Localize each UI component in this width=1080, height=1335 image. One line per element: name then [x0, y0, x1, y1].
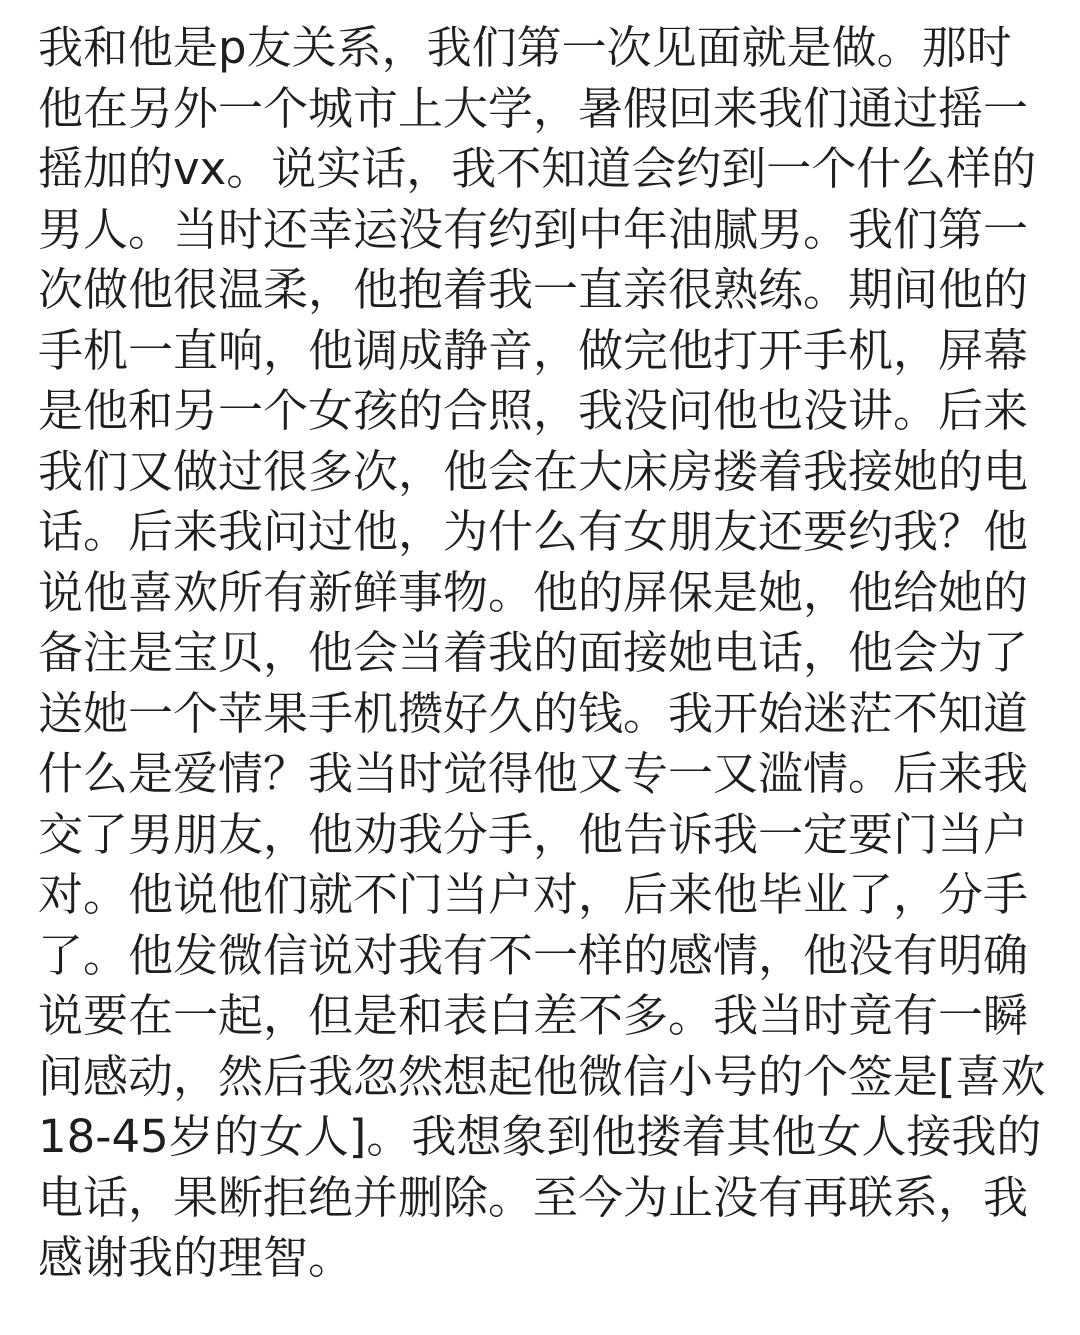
text-line: 交了男朋友，他劝我分手，他告诉我一定要门当户 [38, 807, 1029, 861]
text-line: 送她一个苹果手机攒好久的钱。我开始迷茫不知道 [38, 686, 1029, 740]
text-line: 我们又做过很多次，他会在大床房搂着我接她的电 [38, 444, 1029, 498]
text-line: 电话，果断拒绝并删除。至今为止没有再联系，我 [38, 1170, 1029, 1224]
text-line: 次做他很温柔，他抱着我一直亲很熟练。期间他的 [38, 263, 1029, 316]
text-line: 说要在一起，但是和表白差不多。我当时竟有一瞬 [38, 989, 1029, 1042]
text-line: 说他喜欢所有新鲜事物。他的屏保是她，他给她的 [38, 565, 1029, 619]
text-line: 我和他是p友关系，我们第一次见面就是做。那时 [38, 21, 1012, 74]
text-line: 是他和另一个女孩的合照，我没问他也没讲。后来 [38, 384, 1029, 437]
text-line: 18-45岁的女人]。我想象到他搂着其他女人接我的 [38, 1110, 1042, 1163]
text-line: 了。他发微信说对我有不一样的感情，他没有明确 [38, 928, 1029, 982]
text-line: 什么是爱情？我当时觉得他又专一又滥情。后来我 [38, 747, 1029, 800]
text-line: 手机一直响，他调成静音，做完他打开手机，屏幕 [38, 323, 1029, 377]
post-text-block [38, 18, 1048, 1289]
text-line: 感谢我的理智。 [38, 1231, 354, 1284]
text-line: 间感动，然后我忽然想起他微信小号的个签是[喜欢 [38, 1049, 1046, 1103]
text-line: 备注是宝贝，他会当着我的面接她电话，他会为了 [38, 626, 1029, 679]
text-line: 话。后来我问过他，为什么有女朋友还要约我？他 [38, 505, 1029, 558]
text-line: 他在另外一个城市上大学，暑假回来我们通过摇一 [38, 81, 1029, 135]
text-line: 男人。当时还幸运没有约到中年油腻男。我们第一 [38, 202, 1029, 256]
text-line: 摇加的vx。说实话，我不知道会约到一个什么样的 [38, 142, 1037, 195]
text-line: 对。他说他们就不门当户对，后来他毕业了，分手 [38, 868, 1029, 921]
